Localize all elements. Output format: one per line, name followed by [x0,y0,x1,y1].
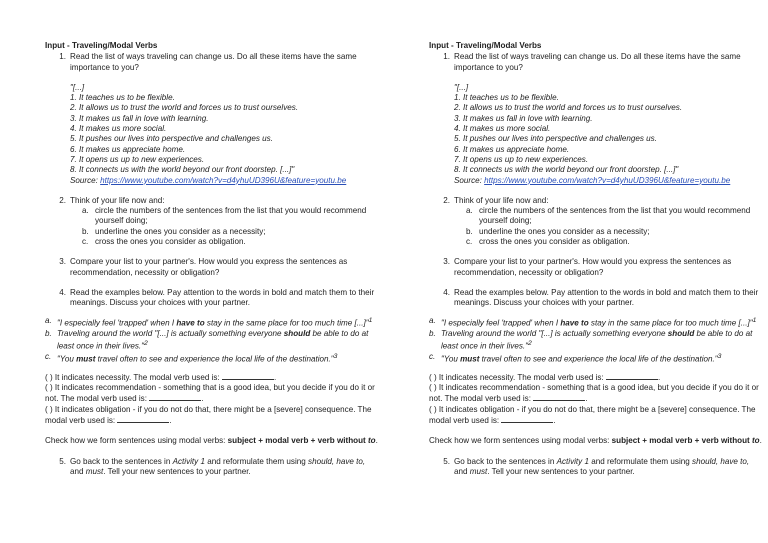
example-b [429,329,762,352]
example-text: Traveling around the world "[...] is actually something everyone [57,328,284,338]
quote-line: 6. It makes us appreciate home. [70,144,186,154]
question-2 [45,196,378,206]
example-text: "You [441,354,461,364]
quote-line: 4. It makes us more social. [454,124,551,134]
match-end: . [553,415,556,425]
q5-activity: Activity 1 [556,456,589,466]
q5-text: . Tell your new sentences to your partner. [487,466,635,476]
check-formula-to: to [367,436,376,446]
quote-open: "[...] [70,82,85,92]
quote-line: 4. It makes us more social. [70,124,167,134]
question-text: Read the list of ways traveling can change us. Do all these items have the same importance to you? [70,52,357,72]
worksheet-title: Input - Traveling/Modal Verbs [45,41,158,50]
quote-line: 5. It pushes our lives into perspective and challenges us. [70,134,273,144]
footnote-mark: 2 [144,339,148,347]
sub-text: circle the numbers of the sentences from the list that you would recommend yourself doing; [479,206,751,226]
question-2 [429,196,762,206]
check-rule [45,436,378,446]
quote-line: 1. It teaches us to be flexible. [70,93,175,103]
footnote-mark: 1 [752,316,757,324]
question-number: 3. [443,257,450,267]
question-number: 2. [59,195,66,205]
match-text: ( ) It indicates obligation - if you do not do that, there might be a [severe] consequence. The modal verb used is: [429,404,756,425]
question-text [70,457,378,478]
sub-item [466,237,762,247]
match-obligation [429,405,762,427]
question-5 [45,457,378,478]
question-1 [45,52,378,73]
example-a [429,316,762,329]
match-end: . [585,394,588,404]
match-necessity [429,372,762,383]
question-1 [429,52,762,73]
question-number: 5. [443,456,450,466]
example-a [45,316,378,329]
source-label: Source: [70,175,101,185]
sub-text: cross the ones you consider as obligation. [479,237,630,247]
question-text: Compare your list to your partner's. How would you express the sentences as recommendation, necessity or obligation? [454,257,732,277]
question-5 [429,457,762,478]
q5-text: . Tell your new sentences to your partner. [103,466,251,476]
example-text: stay in the same place for too much time [...]" [204,318,369,328]
example-letter: b. [429,328,436,338]
quote-open: "[...] [454,82,469,92]
sub-text: circle the numbers of the sentences from the list that you would recommend yourself doing; [95,206,367,226]
example-text: Traveling around the world "[...] is actually something everyone [441,328,668,338]
answer-blank[interactable] [533,393,588,404]
footnote-mark: 3 [333,352,338,360]
question-3 [45,257,378,278]
q5-text: Go back to the sentences in [70,456,173,466]
q5-text: and [454,466,470,476]
match-necessity [45,372,378,383]
q5-text: Go back to the sentences in [454,456,557,466]
example-modal-verb: should [667,328,695,338]
check-text: Check how we form sentences using modal verbs: [429,436,612,446]
check-rule [429,436,762,446]
question-number: 4. [443,287,450,297]
quote-line: 8. It connects us with the world beyond our front doorstep. [...]" [70,165,295,175]
match-text: ( ) It indicates necessity. The modal verb used is: [45,372,222,382]
q5-must: must [85,466,104,476]
question-text: Think of your life now and: [454,195,549,205]
match-end: . [201,394,204,404]
source-link[interactable]: https://www.youtube.com/watch?v=d4yhuUD396U&feature=youtu.be [100,175,347,185]
check-end: . [375,436,378,446]
match-text: ( ) It indicates necessity. The modal verb used is: [429,372,606,382]
example-modal-verb: must [76,354,96,364]
quote-line: 7. It opens us up to new experiences. [454,154,589,164]
sub-text: underline the ones you consider as a necessity; [479,226,650,236]
example-text: "I especially feel 'trapped' when I [441,318,561,328]
quote-line: 2. It allows us to trust the world and forces us to trust ourselves. [70,103,299,113]
worksheet-page-right [384,0,768,543]
q5-activity: Activity 1 [172,456,205,466]
example-text: stay in the same place for too much time [...]" [588,318,753,328]
match-obligation [45,405,378,427]
answer-blank[interactable] [222,372,277,382]
sub-item [82,206,378,227]
sub-item [466,206,762,227]
example-letter: a. [429,315,436,325]
quote-block [70,83,378,186]
example-text: "You [57,354,77,364]
sub-letter: b. [82,226,89,236]
footnote-mark: 2 [528,339,532,347]
quote-line: 3. It makes us fall in love with learning. [454,113,593,123]
check-end: . [759,436,762,446]
sub-text: cross the ones you consider as obligation. [95,237,246,247]
sub-text: underline the ones you consider as a necessity; [95,226,266,236]
sub-item [82,237,378,247]
sub-letter: c. [466,237,473,247]
question-number: 1. [59,52,66,62]
quote-line: 7. It opens us up to new experiences. [70,154,205,164]
match-end: . [273,372,277,382]
example-c [45,352,378,365]
check-formula-to: to [751,436,760,446]
example-text: be able to do at least once in their lives." [441,328,753,351]
question-number: 2. [443,195,450,205]
example-modal-verb: have to [560,318,589,328]
question-text: Read the list of ways traveling can change us. Do all these items have the same importance to you? [454,52,741,72]
check-formula: subject + modal verb + verb without [227,436,368,446]
quote-line: 3. It makes us fall in love with learning. [70,113,209,123]
source-label: Source: [454,175,485,185]
worksheet-content [429,41,762,477]
sub-letter: c. [82,237,89,247]
answer-blank[interactable] [606,372,661,382]
example-letter: b. [45,328,52,338]
match-recommendation [429,383,762,405]
worksheet-content [45,41,378,477]
quote-line: 5. It pushes our lives into perspective and challenges us. [454,134,657,144]
quote-line: 1. It teaches us to be flexible. [454,93,559,103]
example-text: "I especially feel 'trapped' when I [57,318,177,328]
example-modal-verb: have to [176,318,205,328]
example-modal-verb: must [460,354,480,364]
match-end: . [657,372,661,382]
question-4 [429,288,762,309]
match-text: ( ) It indicates recommendation - something that is a good idea, but you decide if you do it or not. The modal verb used is: [45,383,375,404]
question-text: Think of your life now and: [70,195,165,205]
quote-line: 2. It allows us to trust the world and forces us to trust ourselves. [454,103,683,113]
q5-text: and reformulate them using [588,456,693,466]
example-text: travel often to see and experience the local life of the destination." [95,354,334,364]
example-letter: a. [45,315,52,325]
question-number: 1. [443,52,450,62]
answer-blank[interactable] [149,393,204,404]
example-letter: c. [45,351,52,361]
quote-source [70,176,378,186]
quote-block [454,83,762,186]
answer-blank[interactable] [117,415,172,425]
check-text: Check how we form sentences using modal verbs: [45,436,228,446]
question-number: 4. [59,287,66,297]
answer-blank[interactable] [501,415,556,425]
check-formula: subject + modal verb + verb without [611,436,752,446]
question-4 [45,288,378,309]
example-text: be able to do at least once in their lives." [57,328,369,351]
match-recommendation [45,383,378,405]
sub-letter: b. [466,226,473,236]
match-end: . [169,415,172,425]
question-text: Compare your list to your partner's. How would you express the sentences as recommendation, necessity or obligation? [70,257,348,277]
sub-letter: a. [466,206,473,216]
question-number: 3. [59,257,66,267]
example-c [429,352,762,365]
sub-item [466,227,762,237]
source-link[interactable]: https://www.youtube.com/watch?v=d4yhuUD396U&feature=youtu.be [484,175,731,185]
sub-letter: a. [82,206,89,216]
question-text: Read the examples below. Pay attention to the words in bold and match them to their meanings. Discuss your choices with your partner. [454,287,759,308]
worksheet-title: Input - Traveling/Modal Verbs [429,41,542,50]
quote-line: 8. It connects us with the world beyond our front doorstep. [...]" [454,165,679,175]
quote-source [454,176,762,186]
sub-item [82,227,378,237]
match-text: ( ) It indicates recommendation - something that is a good idea, but you decide if you do it or not. The modal verb used is: [429,383,759,404]
example-b [45,329,378,352]
example-modal-verb: should [283,328,311,338]
example-letter: c. [429,351,436,361]
q5-text: and reformulate them using [204,456,309,466]
quote-line: 6. It makes us appreciate home. [454,144,570,154]
q5-modals: should, have to, [692,456,750,466]
footnote-mark: 3 [717,352,722,360]
question-text: Read the examples below. Pay attention to the words in bold and match them to their meanings. Discuss your choices with your partner. [70,287,375,308]
q5-text: and [70,466,86,476]
q5-modals: should, have to, [308,456,366,466]
match-text: ( ) It indicates obligation - if you do not do that, there might be a [severe] consequence. The modal verb used is: [45,404,372,425]
q5-must: must [469,466,488,476]
footnote-mark: 1 [368,316,373,324]
question-text [454,457,762,478]
question-3 [429,257,762,278]
question-number: 5. [59,456,66,466]
example-text: travel often to see and experience the local life of the destination." [479,354,718,364]
